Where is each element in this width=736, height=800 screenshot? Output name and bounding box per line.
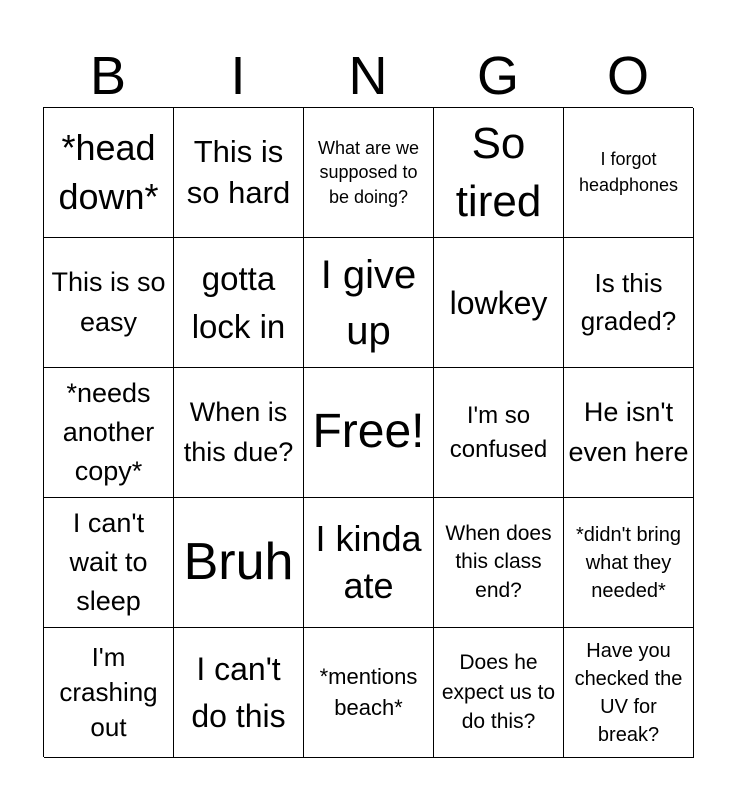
cell-text: Free! [312,405,425,459]
bingo-cell[interactable] [174,238,304,368]
bingo-cell[interactable] [174,108,304,238]
bingo-cell[interactable] [44,628,174,758]
bingo-cell[interactable] [434,368,564,498]
bingo-cell[interactable] [304,628,434,758]
bingo-cell[interactable] [564,498,694,628]
cell-text: He isn't even here [568,397,689,467]
bingo-header [43,44,693,108]
cell-text: I'm crashing out [59,641,158,743]
bingo-cell[interactable] [44,498,174,628]
bingo-cell[interactable] [44,108,174,238]
cell-text: *head down* [58,126,159,217]
bingo-cell[interactable] [304,108,434,238]
header-letter-g: G [476,46,519,106]
cell-text: I kinda ate [315,517,422,606]
bingo-cell[interactable] [434,108,564,238]
bingo-cell[interactable] [564,628,694,758]
cell-text: *didn't bring what they needed* [576,523,681,602]
cell-text: When does this class end? [445,521,552,602]
bingo-cell[interactable] [44,238,174,368]
header-letter-b: B [89,46,127,106]
bingo-cell[interactable] [174,498,304,628]
cell-text: gotta lock in [191,259,286,345]
cell-text: Does he expect us to do this? [441,651,556,734]
cell-text: This is so hard [186,134,291,210]
bingo-cell[interactable] [304,238,434,368]
bingo-board [43,107,693,757]
bingo-cell[interactable] [44,368,174,498]
bingo-cell[interactable] [174,628,304,758]
cell-text: I can't wait to sleep [69,507,148,617]
cell-text: I give up [320,252,417,353]
cell-text: So tired [455,119,542,226]
bingo-cell[interactable] [304,368,434,498]
cell-text: I forgot headphones [578,149,679,195]
bingo-cell[interactable] [564,368,694,498]
bingo-cell[interactable] [564,238,694,368]
bingo-cell[interactable] [564,108,694,238]
cell-text: What are we supposed to be doing? [317,138,420,207]
header-letter-o: O [606,46,649,106]
header-letter-n: N [348,46,388,106]
cell-text: This is so easy [51,267,166,337]
bingo-cell[interactable] [434,238,564,368]
bingo-cell[interactable] [434,628,564,758]
cell-text: Is this graded? [580,267,677,336]
cell-text: *needs another copy* [62,377,155,487]
bingo-cell[interactable] [304,498,434,628]
cell-text: *mentions beach* [319,663,418,720]
cell-text: I'm so confused [449,401,548,463]
cell-text: Have you checked the UV for break? [574,639,683,746]
cell-text: Bruh [183,533,294,592]
bingo-cell[interactable] [434,498,564,628]
cell-text: When is this due? [183,397,294,467]
cell-text: lowkey [449,284,548,321]
header-letter-i: I [230,46,246,106]
cell-text: I can't do this [191,651,286,734]
bingo-cell[interactable] [174,368,304,498]
